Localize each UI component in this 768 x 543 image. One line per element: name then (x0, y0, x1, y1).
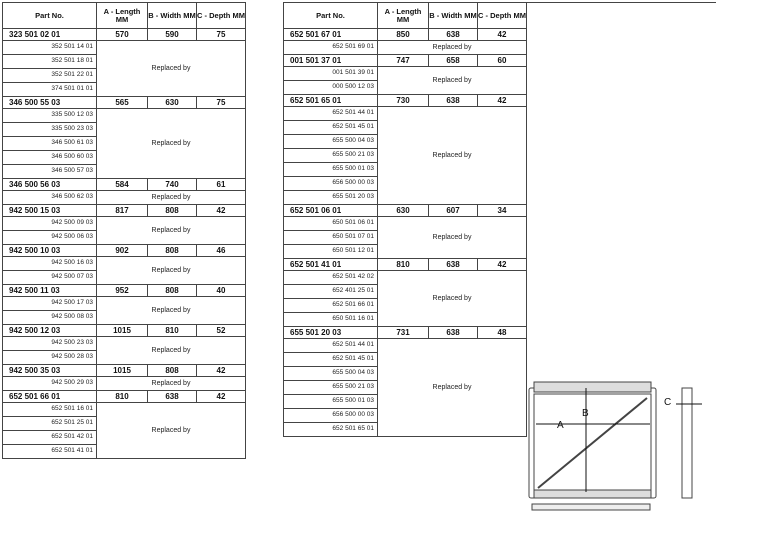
replaced-by-label: Replaced by (378, 107, 527, 205)
c-depth-value: 60 (478, 55, 527, 67)
part-row (284, 327, 527, 339)
b-width-value: 810 (148, 325, 197, 337)
replacement-part-number: 652 501 42 02 (284, 271, 378, 285)
replacement-row (3, 217, 246, 231)
c-depth-value: 61 (197, 179, 246, 191)
replacement-part-number: 655 501 20 03 (284, 191, 378, 205)
part-number: 655 501 20 03 (284, 327, 378, 339)
a-length-value: 817 (97, 205, 148, 217)
replaced-by-label: Replaced by (97, 297, 246, 325)
header-c-depth: C - Depth MM (197, 3, 246, 29)
replaced-by-label: Replaced by (97, 217, 246, 245)
replacement-part-number: 652 501 42 01 (3, 431, 97, 445)
replacement-part-number: 942 500 17 03 (3, 297, 97, 311)
replacement-part-number: 652 501 65 01 (284, 423, 378, 437)
part-row (3, 245, 246, 257)
replacement-row (3, 41, 246, 55)
parts-table-left (2, 2, 246, 459)
replacement-row (3, 403, 246, 417)
replacement-row (284, 271, 527, 285)
replacement-part-number: 352 501 22 01 (3, 69, 97, 83)
a-length-value: 902 (97, 245, 148, 257)
replacement-part-number: 335 500 23 03 (3, 123, 97, 137)
part-row (284, 55, 527, 67)
replacement-part-number: 352 501 18 01 (3, 55, 97, 69)
b-width-value: 658 (429, 55, 478, 67)
replacement-part-number: 652 501 44 01 (284, 339, 378, 353)
replacement-row (3, 191, 246, 205)
replacement-part-number: 650 501 06 01 (284, 217, 378, 231)
part-row (3, 365, 246, 377)
c-depth-value: 42 (478, 95, 527, 107)
part-row (3, 179, 246, 191)
part-number: 942 500 35 03 (3, 365, 97, 377)
replacement-row (3, 377, 246, 391)
replacement-part-number: 652 501 25 01 (3, 417, 97, 431)
b-width-value: 638 (148, 391, 197, 403)
c-depth-value: 42 (197, 365, 246, 377)
part-number: 942 500 10 03 (3, 245, 97, 257)
header-part-no: Part No. (284, 3, 378, 29)
replacement-part-number: 942 500 09 03 (3, 217, 97, 231)
replacement-row (284, 339, 527, 353)
c-depth-value: 40 (197, 285, 246, 297)
a-length-value: 630 (378, 205, 429, 217)
a-length-value: 584 (97, 179, 148, 191)
b-width-value: 808 (148, 205, 197, 217)
replacement-part-number: 942 500 06 03 (3, 231, 97, 245)
replacement-part-number: 352 501 14 01 (3, 41, 97, 55)
a-length-value: 747 (378, 55, 429, 67)
part-number: 001 501 37 01 (284, 55, 378, 67)
b-width-value: 638 (429, 327, 478, 339)
replacement-part-number: 656 500 00 03 (284, 409, 378, 423)
c-depth-value: 75 (197, 97, 246, 109)
header-b-width: B - Width MM (148, 3, 197, 29)
b-width-value: 740 (148, 179, 197, 191)
replacement-part-number: 655 500 04 03 (284, 367, 378, 381)
c-depth-value: 42 (478, 29, 527, 41)
replacement-part-number: 652 501 45 01 (284, 353, 378, 367)
replacement-row (3, 257, 246, 271)
part-row (3, 29, 246, 41)
replacement-part-number: 346 500 57 03 (3, 165, 97, 179)
part-number: 323 501 02 01 (3, 29, 97, 41)
part-row (3, 205, 246, 217)
c-depth-value: 52 (197, 325, 246, 337)
replacement-part-number: 650 501 12 01 (284, 245, 378, 259)
replacement-part-number: 652 501 45 01 (284, 121, 378, 135)
replacement-part-number: 942 500 29 03 (3, 377, 97, 391)
replacement-part-number: 655 500 04 03 (284, 135, 378, 149)
a-length-value: 1015 (97, 365, 148, 377)
header-part-no: Part No. (3, 3, 97, 29)
replacement-part-number: 652 501 44 01 (284, 107, 378, 121)
replaced-by-label: Replaced by (378, 41, 527, 55)
header-b-width: B - Width MM (429, 3, 478, 29)
header-a-length: A - Length MM (97, 3, 148, 29)
c-depth-value: 48 (478, 327, 527, 339)
replacement-row (3, 337, 246, 351)
b-width-value: 590 (148, 29, 197, 41)
replaced-by-label: Replaced by (97, 191, 246, 205)
c-depth-value: 42 (197, 205, 246, 217)
replacement-part-number: 652 501 16 01 (3, 403, 97, 417)
a-length-value: 731 (378, 327, 429, 339)
part-number: 652 501 66 01 (3, 391, 97, 403)
replacement-part-number: 652 501 69 01 (284, 41, 378, 55)
replacement-part-number: 001 501 39 01 (284, 67, 378, 81)
a-length-value: 850 (378, 29, 429, 41)
replacement-row (284, 107, 527, 121)
a-length-value: 952 (97, 285, 148, 297)
table-header-row (3, 3, 246, 29)
header-a-length: A - Length MM (378, 3, 429, 29)
part-row (284, 95, 527, 107)
radiator-side-view (676, 388, 702, 498)
replacement-row (3, 109, 246, 123)
radiator-diagram (526, 380, 708, 520)
a-length-value: 1015 (97, 325, 148, 337)
dimension-label-c: C (664, 397, 672, 408)
replacement-row (284, 217, 527, 231)
replaced-by-label: Replaced by (378, 339, 527, 437)
part-row (3, 391, 246, 403)
part-number: 942 500 15 03 (3, 205, 97, 217)
replacement-part-number: 650 501 07 01 (284, 231, 378, 245)
replaced-by-label: Replaced by (97, 337, 246, 365)
part-row (3, 325, 246, 337)
replacement-part-number: 942 500 16 03 (3, 257, 97, 271)
replacement-row (3, 297, 246, 311)
replaced-by-label: Replaced by (97, 109, 246, 179)
part-row (3, 97, 246, 109)
replacement-part-number: 346 500 62 03 (3, 191, 97, 205)
part-number: 346 500 55 03 (3, 97, 97, 109)
table-body (3, 29, 246, 459)
replaced-by-label: Replaced by (378, 67, 527, 95)
part-number: 652 501 06 01 (284, 205, 378, 217)
replacement-row (284, 41, 527, 55)
header-rule (526, 2, 716, 3)
replaced-by-label: Replaced by (97, 377, 246, 391)
part-row (284, 259, 527, 271)
replacement-part-number: 655 500 21 03 (284, 381, 378, 395)
b-width-value: 638 (429, 29, 478, 41)
b-width-value: 638 (429, 259, 478, 271)
replacement-part-number: 652 401 25 01 (284, 285, 378, 299)
replacement-part-number: 655 500 21 03 (284, 149, 378, 163)
radiator-front-view (529, 382, 656, 510)
replaced-by-label: Replaced by (378, 217, 527, 259)
table-body (284, 29, 527, 437)
a-length-value: 810 (378, 259, 429, 271)
replacement-part-number: 656 500 00 03 (284, 177, 378, 191)
replaced-by-label: Replaced by (97, 257, 246, 285)
replacement-part-number: 655 500 01 03 (284, 395, 378, 409)
replaced-by-label: Replaced by (97, 403, 246, 459)
b-width-value: 808 (148, 245, 197, 257)
table-header-row (284, 3, 527, 29)
replacement-part-number: 942 500 23 03 (3, 337, 97, 351)
c-depth-value: 42 (478, 259, 527, 271)
a-length-value: 570 (97, 29, 148, 41)
b-width-value: 630 (148, 97, 197, 109)
b-width-value: 638 (429, 95, 478, 107)
part-number: 942 500 12 03 (3, 325, 97, 337)
replacement-part-number: 942 500 07 03 (3, 271, 97, 285)
replacement-part-number: 335 500 12 03 (3, 109, 97, 123)
replacement-part-number: 346 500 60 03 (3, 151, 97, 165)
replacement-part-number: 000 500 12 03 (284, 81, 378, 95)
part-number: 652 501 65 01 (284, 95, 378, 107)
parts-table-right (283, 2, 527, 437)
replacement-part-number: 652 501 41 01 (3, 445, 97, 459)
a-length-value: 810 (97, 391, 148, 403)
replaced-by-label: Replaced by (97, 41, 246, 97)
part-number: 942 500 11 03 (3, 285, 97, 297)
b-width-value: 607 (429, 205, 478, 217)
c-depth-value: 42 (197, 391, 246, 403)
replacement-part-number: 346 500 61 03 (3, 137, 97, 151)
c-depth-value: 75 (197, 29, 246, 41)
part-number: 652 501 41 01 (284, 259, 378, 271)
dimension-label-b: B (582, 408, 589, 419)
c-depth-value: 46 (197, 245, 246, 257)
part-row (3, 285, 246, 297)
replacement-part-number: 374 501 01 01 (3, 83, 97, 97)
part-number: 346 500 56 03 (3, 179, 97, 191)
part-number: 652 501 67 01 (284, 29, 378, 41)
part-row (284, 205, 527, 217)
replacement-part-number: 942 500 28 03 (3, 351, 97, 365)
replacement-row (284, 67, 527, 81)
b-width-value: 808 (148, 285, 197, 297)
replacement-part-number: 942 500 08 03 (3, 311, 97, 325)
dimension-label-a: A (557, 420, 564, 431)
b-width-value: 808 (148, 365, 197, 377)
a-length-value: 730 (378, 95, 429, 107)
replacement-part-number: 655 500 01 03 (284, 163, 378, 177)
replacement-part-number: 652 501 66 01 (284, 299, 378, 313)
header-c-depth: C - Depth MM (478, 3, 527, 29)
replacement-part-number: 650 501 16 01 (284, 313, 378, 327)
a-length-value: 565 (97, 97, 148, 109)
c-depth-value: 34 (478, 205, 527, 217)
part-row (284, 29, 527, 41)
replaced-by-label: Replaced by (378, 271, 527, 327)
